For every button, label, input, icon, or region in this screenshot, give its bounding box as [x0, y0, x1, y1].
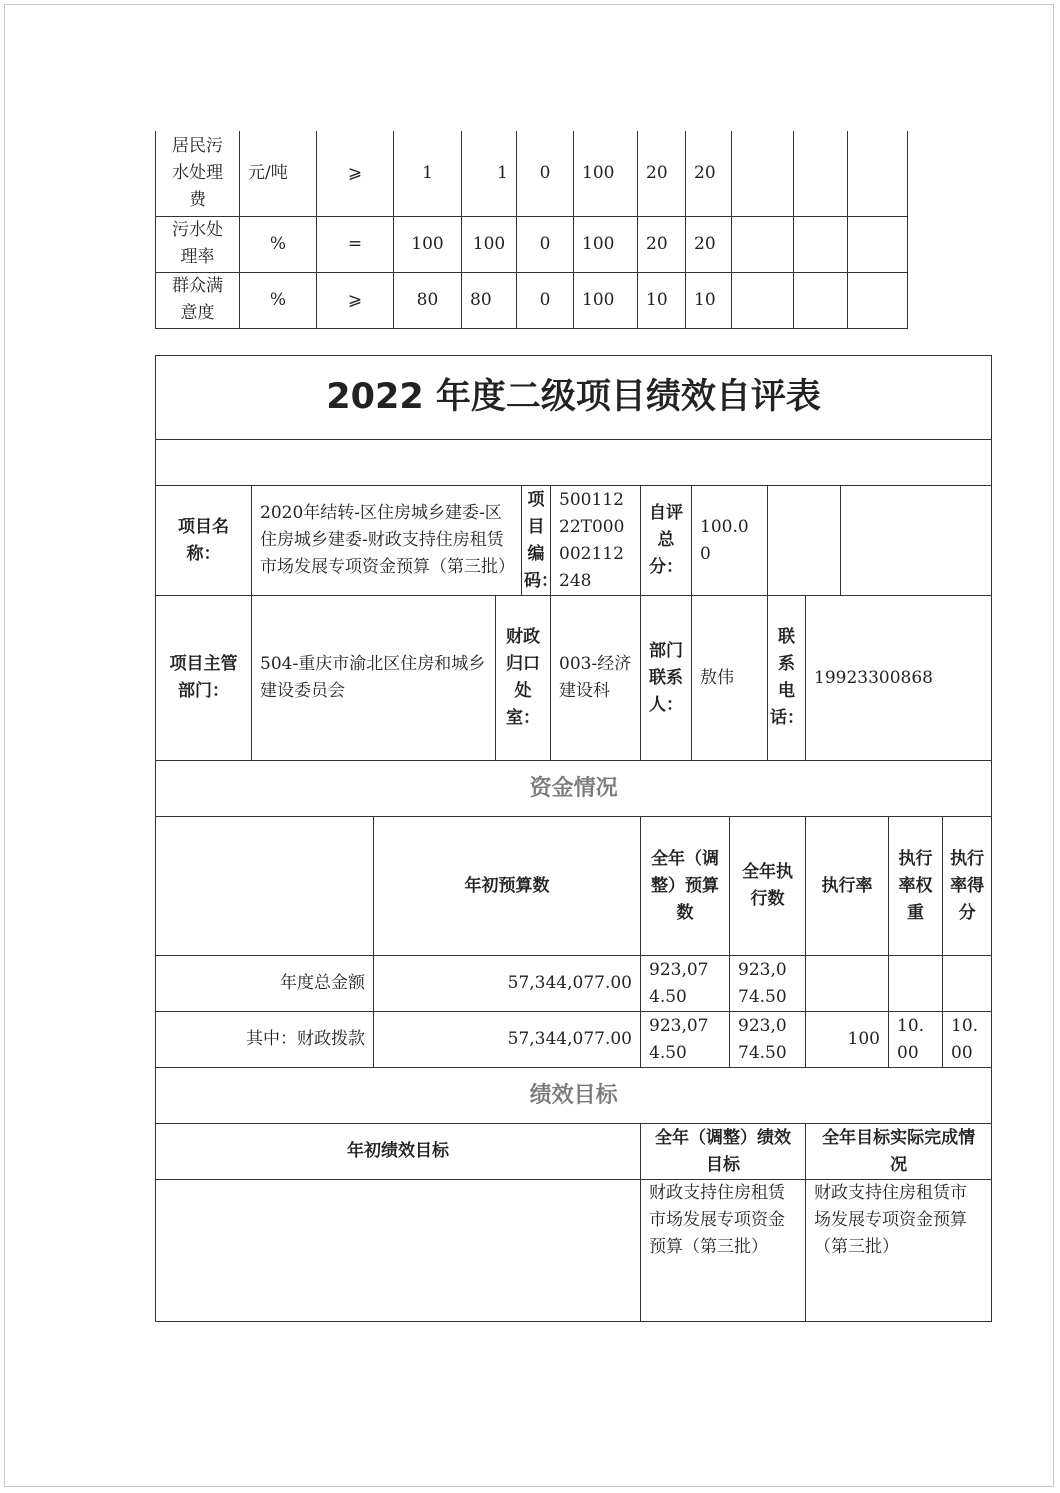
form-title: 2022 年度二级项目绩效自评表 [156, 356, 992, 440]
indicator-rate: 100 [574, 272, 638, 328]
indicator-table [155, 131, 908, 329]
dept-label: 项目主管部门： [156, 596, 252, 761]
indicator-diff: 0 [517, 272, 574, 328]
indicator-score: 10 [686, 272, 732, 328]
title-row [156, 356, 992, 440]
indicator-row [156, 272, 908, 328]
exec-rate-header: 执行率 [806, 817, 889, 956]
funds-row [156, 1012, 992, 1068]
indicator-target: 1 [394, 131, 462, 216]
indicator-actual: 80 [462, 272, 517, 328]
indicator-rate: 100 [574, 131, 638, 216]
indicator-name: 群众满意度 [156, 272, 240, 328]
indicator-row [156, 131, 908, 216]
dept-value: 504-重庆市渝北区住房和城乡建设委员会 [252, 596, 496, 761]
adjusted-budget-header: 全年（调整）预算数 [641, 817, 730, 956]
funds-row-label: 年度总金额 [156, 956, 374, 1012]
indicator-operator: = [317, 216, 394, 272]
evaluation-form-table [155, 355, 992, 1322]
indicator-weight: 20 [638, 131, 686, 216]
indicator-actual: 1 [462, 131, 517, 216]
indicator-unit: % [240, 272, 317, 328]
executed-header: 全年执行数 [730, 817, 806, 956]
contact-label: 部门联系人： [641, 596, 692, 761]
goals-section-title: 绩效目标 [156, 1068, 992, 1124]
rate-weight-header: 执行率权重 [889, 817, 943, 956]
indicator-empty-cell [732, 131, 794, 216]
funds-adjusted: 923,074.50 [641, 1012, 730, 1068]
funds-row [156, 956, 992, 1012]
indicator-empty-cell [848, 131, 908, 216]
funds-section-row [156, 761, 992, 817]
indicator-score: 20 [686, 131, 732, 216]
adjusted-goal-header: 全年（调整）绩效目标 [641, 1124, 806, 1180]
actual-goal-header: 全年目标实际完成情况 [806, 1124, 992, 1180]
funds-executed: 923,074.50 [730, 956, 806, 1012]
indicator-operator: ⩾ [317, 272, 394, 328]
indicator-name: 污水处理率 [156, 216, 240, 272]
indicator-empty-cell [732, 216, 794, 272]
rate-score-header: 执行率得分 [943, 817, 992, 956]
funds-initial: 57,344,077.00 [374, 1012, 641, 1068]
project-code-value: 50011222T000002112248 [551, 486, 641, 596]
indicator-empty-cell [794, 131, 848, 216]
funds-header-blank [156, 817, 374, 956]
funds-score [943, 956, 992, 1012]
indicator-empty-cell [848, 216, 908, 272]
indicator-unit: % [240, 216, 317, 272]
funds-rate: 100 [806, 1012, 889, 1068]
project-name-label: 项目名称： [156, 486, 252, 596]
blank-cell [156, 440, 992, 486]
initial-goal-value [156, 1180, 641, 1322]
goals-content-row [156, 1180, 992, 1322]
funds-weight [889, 956, 943, 1012]
phone-label: 联系电话： [768, 596, 806, 761]
indicator-weight: 10 [638, 272, 686, 328]
funds-initial: 57,344,077.00 [374, 956, 641, 1012]
funds-header-row [156, 817, 992, 956]
indicator-diff: 0 [517, 131, 574, 216]
funds-score: 10.00 [943, 1012, 992, 1068]
indicator-operator: ⩾ [317, 131, 394, 216]
initial-budget-header: 年初预算数 [374, 817, 641, 956]
indicator-actual: 100 [462, 216, 517, 272]
funds-row-label: 其中：财政拨款 [156, 1012, 374, 1068]
indicator-row [156, 216, 908, 272]
initial-goal-header: 年初绩效目标 [156, 1124, 641, 1180]
goals-header-row [156, 1124, 992, 1180]
indicator-target: 100 [394, 216, 462, 272]
project-code-label: 项目编码： [522, 486, 551, 596]
adjusted-goal-value: 财政支持住房租赁市场发展专项资金预算（第三批） [641, 1180, 806, 1322]
actual-goal-value: 财政支持住房租赁市场发展专项资金预算（第三批） [806, 1180, 992, 1322]
blank-row [156, 440, 992, 486]
phone-value: 19923300868 [806, 596, 992, 761]
funds-section-title: 资金情况 [156, 761, 992, 817]
funds-weight: 10.00 [889, 1012, 943, 1068]
indicator-score: 20 [686, 216, 732, 272]
project-name-value: 2020年结转-区住房城乡建委-区住房城乡建委-财政支持住房租赁市场发展专项资金预算（第三批） [252, 486, 522, 596]
funds-rate [806, 956, 889, 1012]
funds-executed: 923,074.50 [730, 1012, 806, 1068]
indicator-empty-cell [848, 272, 908, 328]
indicator-target: 80 [394, 272, 462, 328]
indicator-empty-cell [794, 216, 848, 272]
empty-cell [768, 486, 841, 596]
self-score-value: 100.00 [692, 486, 768, 596]
finance-office-value: 003-经济建设科 [551, 596, 641, 761]
indicator-empty-cell [794, 272, 848, 328]
empty-cell [841, 486, 992, 596]
indicator-empty-cell [732, 272, 794, 328]
indicator-rate: 100 [574, 216, 638, 272]
indicator-weight: 20 [638, 216, 686, 272]
self-score-label: 自评总分： [641, 486, 692, 596]
funds-adjusted: 923,074.50 [641, 956, 730, 1012]
finance-office-label: 财政归口处室： [496, 596, 551, 761]
goals-section-row [156, 1068, 992, 1124]
indicator-unit: 元/吨 [240, 131, 317, 216]
contact-value: 敖伟 [692, 596, 768, 761]
indicator-diff: 0 [517, 216, 574, 272]
indicator-name: 居民污水处理费 [156, 131, 240, 216]
project-info-row [156, 486, 992, 596]
department-row [156, 596, 992, 761]
